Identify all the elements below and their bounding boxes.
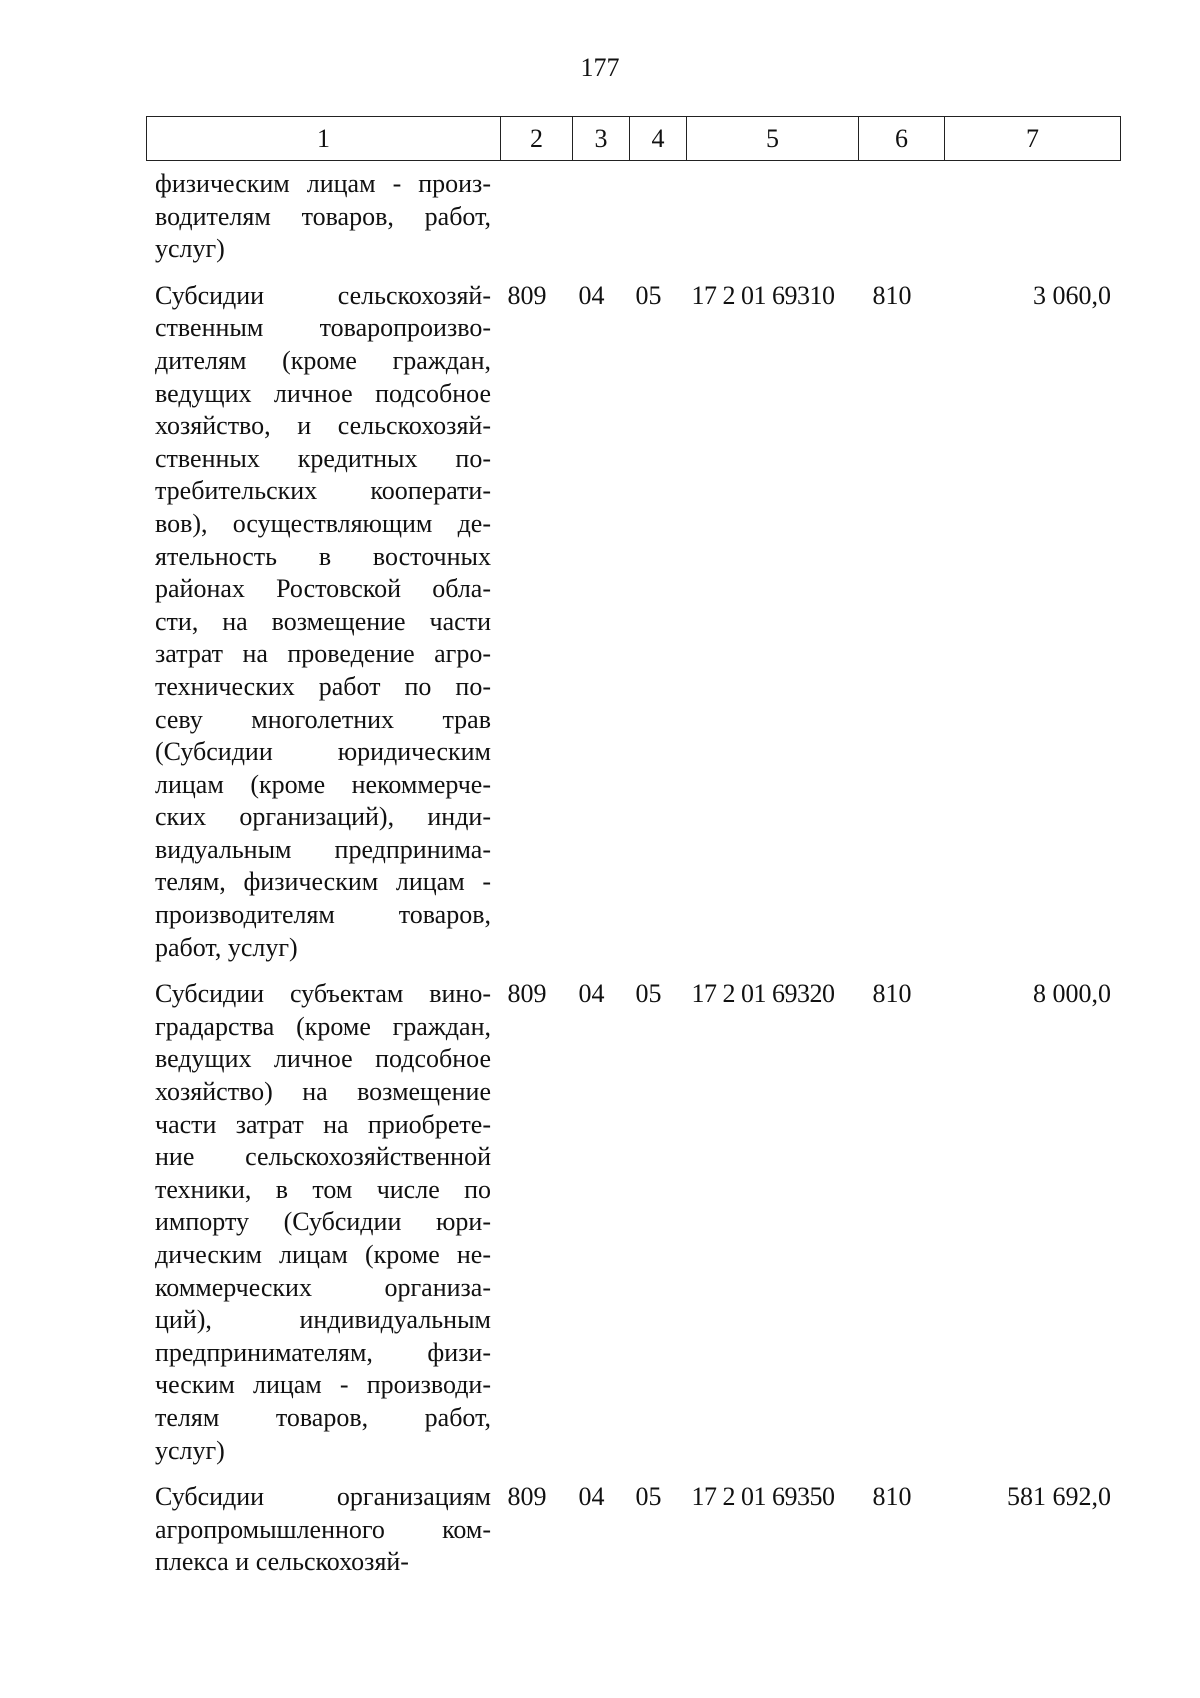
description-line: севу многолетних трав — [155, 704, 491, 734]
row-description — [146, 978, 491, 1467]
subsection-code: 05 — [635, 280, 662, 310]
description-line: видуальным предпринима- — [155, 834, 491, 864]
target-article-code: 17 2 01 69320 — [691, 979, 835, 1009]
column-header-table — [146, 116, 1121, 161]
section-code: 04 — [578, 979, 605, 1009]
description-line: ние сельскохозяйственной — [155, 1142, 491, 1172]
subsection-code: 05 — [635, 1482, 662, 1512]
description-line: физическим лицам - произ- — [155, 169, 491, 198]
ministry-code: 809 — [507, 280, 547, 310]
description-line: Субсидии сельскохозяй- — [155, 280, 491, 310]
description-line: ственным товаропроизво- — [155, 313, 491, 343]
description-line: лицам (кроме некоммерче- — [155, 769, 491, 799]
column-header-6: 6 — [859, 117, 945, 161]
description-line: ятельность в восточных — [155, 541, 491, 571]
description-line: агропромышленного ком- — [155, 1514, 491, 1544]
description-line: производителям товаров, — [155, 900, 491, 930]
table-row — [146, 168, 1120, 266]
description-line: услуг) — [155, 1435, 225, 1465]
column-header-3: 3 — [573, 117, 630, 161]
description-line: техники, в том числе по — [155, 1174, 491, 1204]
description-line: вов), осуществляющим де- — [155, 508, 491, 538]
row-description — [146, 280, 491, 964]
amount: 3 060,0 — [1033, 280, 1111, 310]
ministry-code: 809 — [507, 979, 547, 1009]
row-description — [146, 168, 491, 266]
description-line: дителям (кроме граждан, — [155, 345, 491, 375]
description-line: затрат на проведение агро- — [155, 639, 491, 669]
description-line: дическим лицам (кроме не- — [155, 1240, 491, 1269]
description-line: хозяйство, и сельскохозяй- — [155, 411, 491, 441]
description-line: ственных кредитных по- — [155, 443, 491, 473]
column-header-7: 7 — [945, 117, 1121, 161]
expense-type-code: 810 — [872, 280, 912, 310]
description-line: части затрат на приобрете- — [155, 1109, 491, 1139]
expense-type-code: 810 — [872, 1482, 912, 1512]
description-line: коммерческих организа- — [155, 1272, 491, 1302]
target-article-code: 17 2 01 69310 — [691, 280, 835, 310]
description-line: (Субсидии юридическим — [155, 737, 491, 767]
column-header-4: 4 — [630, 117, 687, 161]
description-line: услуг) — [155, 234, 225, 264]
page-number: 177 — [580, 53, 620, 82]
description-line: плекса и сельскохозяй- — [155, 1547, 409, 1577]
column-header-1: 1 — [147, 117, 501, 161]
section-code: 04 — [578, 280, 605, 310]
description-line: ских организаций), инди- — [155, 802, 491, 832]
description-line: ведущих личное подсобное — [155, 378, 491, 408]
amount: 8 000,0 — [1033, 979, 1111, 1009]
description-line: телям товаров, работ, — [155, 1402, 491, 1432]
table-row — [146, 280, 1120, 964]
amount: 581 692,0 — [1007, 1482, 1111, 1512]
description-line: Субсидии организациям — [155, 1482, 491, 1512]
description-line: градарства (кроме граждан, — [155, 1011, 491, 1041]
description-line: технических работ по по- — [155, 671, 491, 701]
expense-type-code: 810 — [872, 979, 912, 1009]
subsection-code: 05 — [635, 979, 662, 1009]
description-line: хозяйство) на возмещение — [155, 1077, 491, 1107]
description-line: импорту (Субсидии юри- — [155, 1207, 491, 1237]
table-row — [146, 978, 1120, 1467]
description-line: ведущих личное подсобное — [155, 1044, 491, 1074]
description-line: Субсидии субъектам вино- — [155, 979, 491, 1009]
table-row — [146, 1481, 1120, 1579]
target-article-code: 17 2 01 69350 — [691, 1482, 835, 1512]
column-header-5: 5 — [687, 117, 859, 161]
description-line: требительских кооперати- — [155, 476, 491, 506]
description-line: сти, на возмещение части — [155, 606, 491, 636]
row-description — [146, 1481, 491, 1579]
description-line: ций), индивидуальным — [155, 1305, 491, 1335]
column-header-2: 2 — [501, 117, 573, 161]
ministry-code: 809 — [507, 1482, 547, 1512]
description-line: работ, услуг) — [155, 932, 298, 962]
description-line: телям, физическим лицам - — [155, 867, 491, 897]
description-line: районах Ростовской обла- — [155, 574, 491, 604]
description-line: водителям товаров, работ, — [155, 201, 491, 231]
description-line: предпринимателям, физи- — [155, 1337, 491, 1367]
table-body — [146, 168, 1120, 1579]
description-line: ческим лицам - производи- — [155, 1370, 491, 1400]
section-code: 04 — [578, 1482, 605, 1512]
